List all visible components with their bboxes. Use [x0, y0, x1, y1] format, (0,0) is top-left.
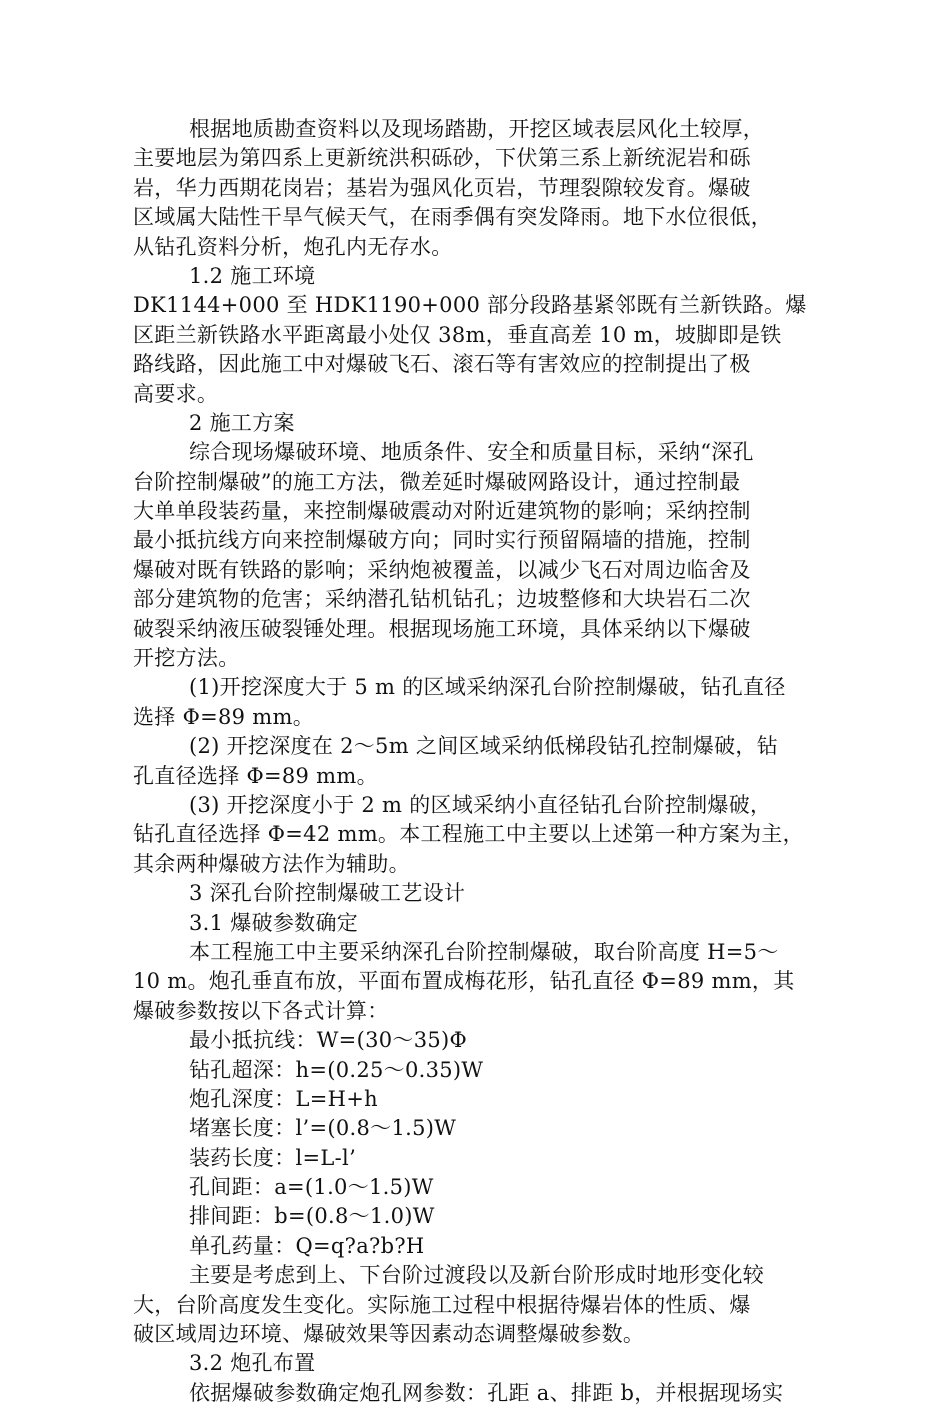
text-line: 3.2 炮孔布置: [189, 1351, 316, 1376]
text-line: 选择 Φ=89 mm。: [133, 704, 315, 729]
text-line: 综合现场爆破环境、地质条件、安全和质量目标，采纳“深孔: [189, 440, 754, 465]
text-line: 根据地质勘查资料以及现场踏勘，开挖区域表层风化土较厚，: [189, 117, 765, 141]
text-line: 开挖方法。: [133, 646, 240, 671]
text-line: (1)开挖深度大于 5 m 的区域采纳深孔台阶控制爆破，钻孔直径: [189, 675, 786, 700]
text-line: 钻孔直径选择 Φ=42 mm。本工程施工中主要以上述第一种方案为主，: [133, 822, 804, 847]
text-line: 孔直径选择 Φ=89 mm。: [133, 763, 378, 788]
text-line: 高要求。: [133, 381, 219, 406]
text-line: 台阶控制爆破”的施工方法，微差延时爆破网路设计，通过控制最: [133, 469, 741, 494]
text-line: 破裂采纳液压破裂锤处理。根据现场施工环境，具体采纳以下爆破: [133, 616, 751, 641]
text-line: 孔间距：a=(1.0～1.5)W: [189, 1175, 434, 1200]
text-line: 大，台阶高度发生变化。实际施工过程中根据待爆岩体的性质、爆: [133, 1292, 751, 1317]
text-line: 主要是考虑到上、下台阶过渡段以及新台阶形成时地形变化较: [189, 1263, 765, 1288]
text-line: 本工程施工中主要采纳深孔台阶控制爆破，取台阶高度 H=5～: [189, 939, 779, 964]
text-line: 装药长度：l=L-l’: [189, 1145, 357, 1170]
text-line: 排间距：b=(0.8～1.0)W: [189, 1204, 435, 1229]
text-line: 部分建筑物的危害；采纳潜孔钻机钻孔；边坡整修和大块岩石二次: [133, 587, 751, 612]
text-line: 3.1 爆破参数确定: [189, 910, 359, 935]
text-line: 2 施工方案: [189, 410, 295, 435]
text-line: 炮孔深度：L=H+h: [189, 1086, 378, 1111]
text-line: 最小抵抗线：W=(30～35)Φ: [189, 1028, 468, 1053]
text-line: 钻孔超深：h=(0.25～0.35)W: [189, 1057, 484, 1082]
text-line: 爆破参数按以下各式计算：: [133, 998, 389, 1023]
text-line: 1.2 施工环境: [189, 263, 316, 288]
text-line: 堵塞长度：l’=(0.8～1.5)W: [189, 1116, 457, 1141]
text-line: (3) 开挖深度小于 2 m 的区域采纳小直径钻孔台阶控制爆破，: [189, 792, 772, 817]
text-line: 主要地层为第四系上更新统洪积砾砂，下伏第三系上新统泥岩和砾: [133, 146, 751, 171]
text-line: (2) 开挖深度在 2～5m 之间区域采纳低梯段钻孔控制爆破，钻: [189, 734, 779, 759]
text-line: 从钻孔资料分析，炮孔内无存水。: [133, 234, 453, 259]
text-line: 大单单段装药量，来控制爆破震动对附近建筑物的影响；采纳控制: [133, 499, 751, 524]
text-line: 爆破对既有铁路的影响；采纳炮被覆盖，以减少飞石对周边临舍及: [133, 557, 751, 582]
text-line: DK1144+000 至 HDK1190+000 部分段路基紧邻既有兰新铁路。爆: [133, 293, 807, 318]
text-line: 3 深孔台阶控制爆破工艺设计: [189, 881, 466, 906]
document-body: [133, 115, 823, 1408]
text-line: 其余两种爆破方法作为辅助。: [133, 851, 410, 876]
text-line: 破区域周边环境、爆破效果等因素动态调整爆破参数。: [133, 1322, 645, 1347]
text-line: 岩，华力西期花岗岩；基岩为强风化页岩，节理裂隙较发育。爆破: [133, 175, 751, 200]
text-line: 区域属大陆性干旱气候天气，在雨季偶有突发降雨。地下水位很低，: [133, 205, 772, 230]
text-line: 单孔药量：Q=q?a?b?H: [189, 1233, 425, 1258]
text-line: 区距兰新铁路水平距离最小处仅 38m，垂直高差 10 m，坡脚即是铁: [133, 322, 782, 347]
text-line: 路线路，因此施工中对爆破飞石、滚石等有害效应的控制提出了极: [133, 352, 751, 377]
text-line: 10 m。炮孔垂直布放，平面布置成梅花形，钻孔直径 Φ=89 mm，其: [133, 969, 795, 994]
text-line: 最小抵抗线方向来控制爆破方向；同时实行预留隔墙的措施，控制: [133, 528, 751, 553]
text-line: 依据爆破参数确定炮孔网参数：孔距 a、排距 b，并根据现场实: [189, 1380, 784, 1405]
